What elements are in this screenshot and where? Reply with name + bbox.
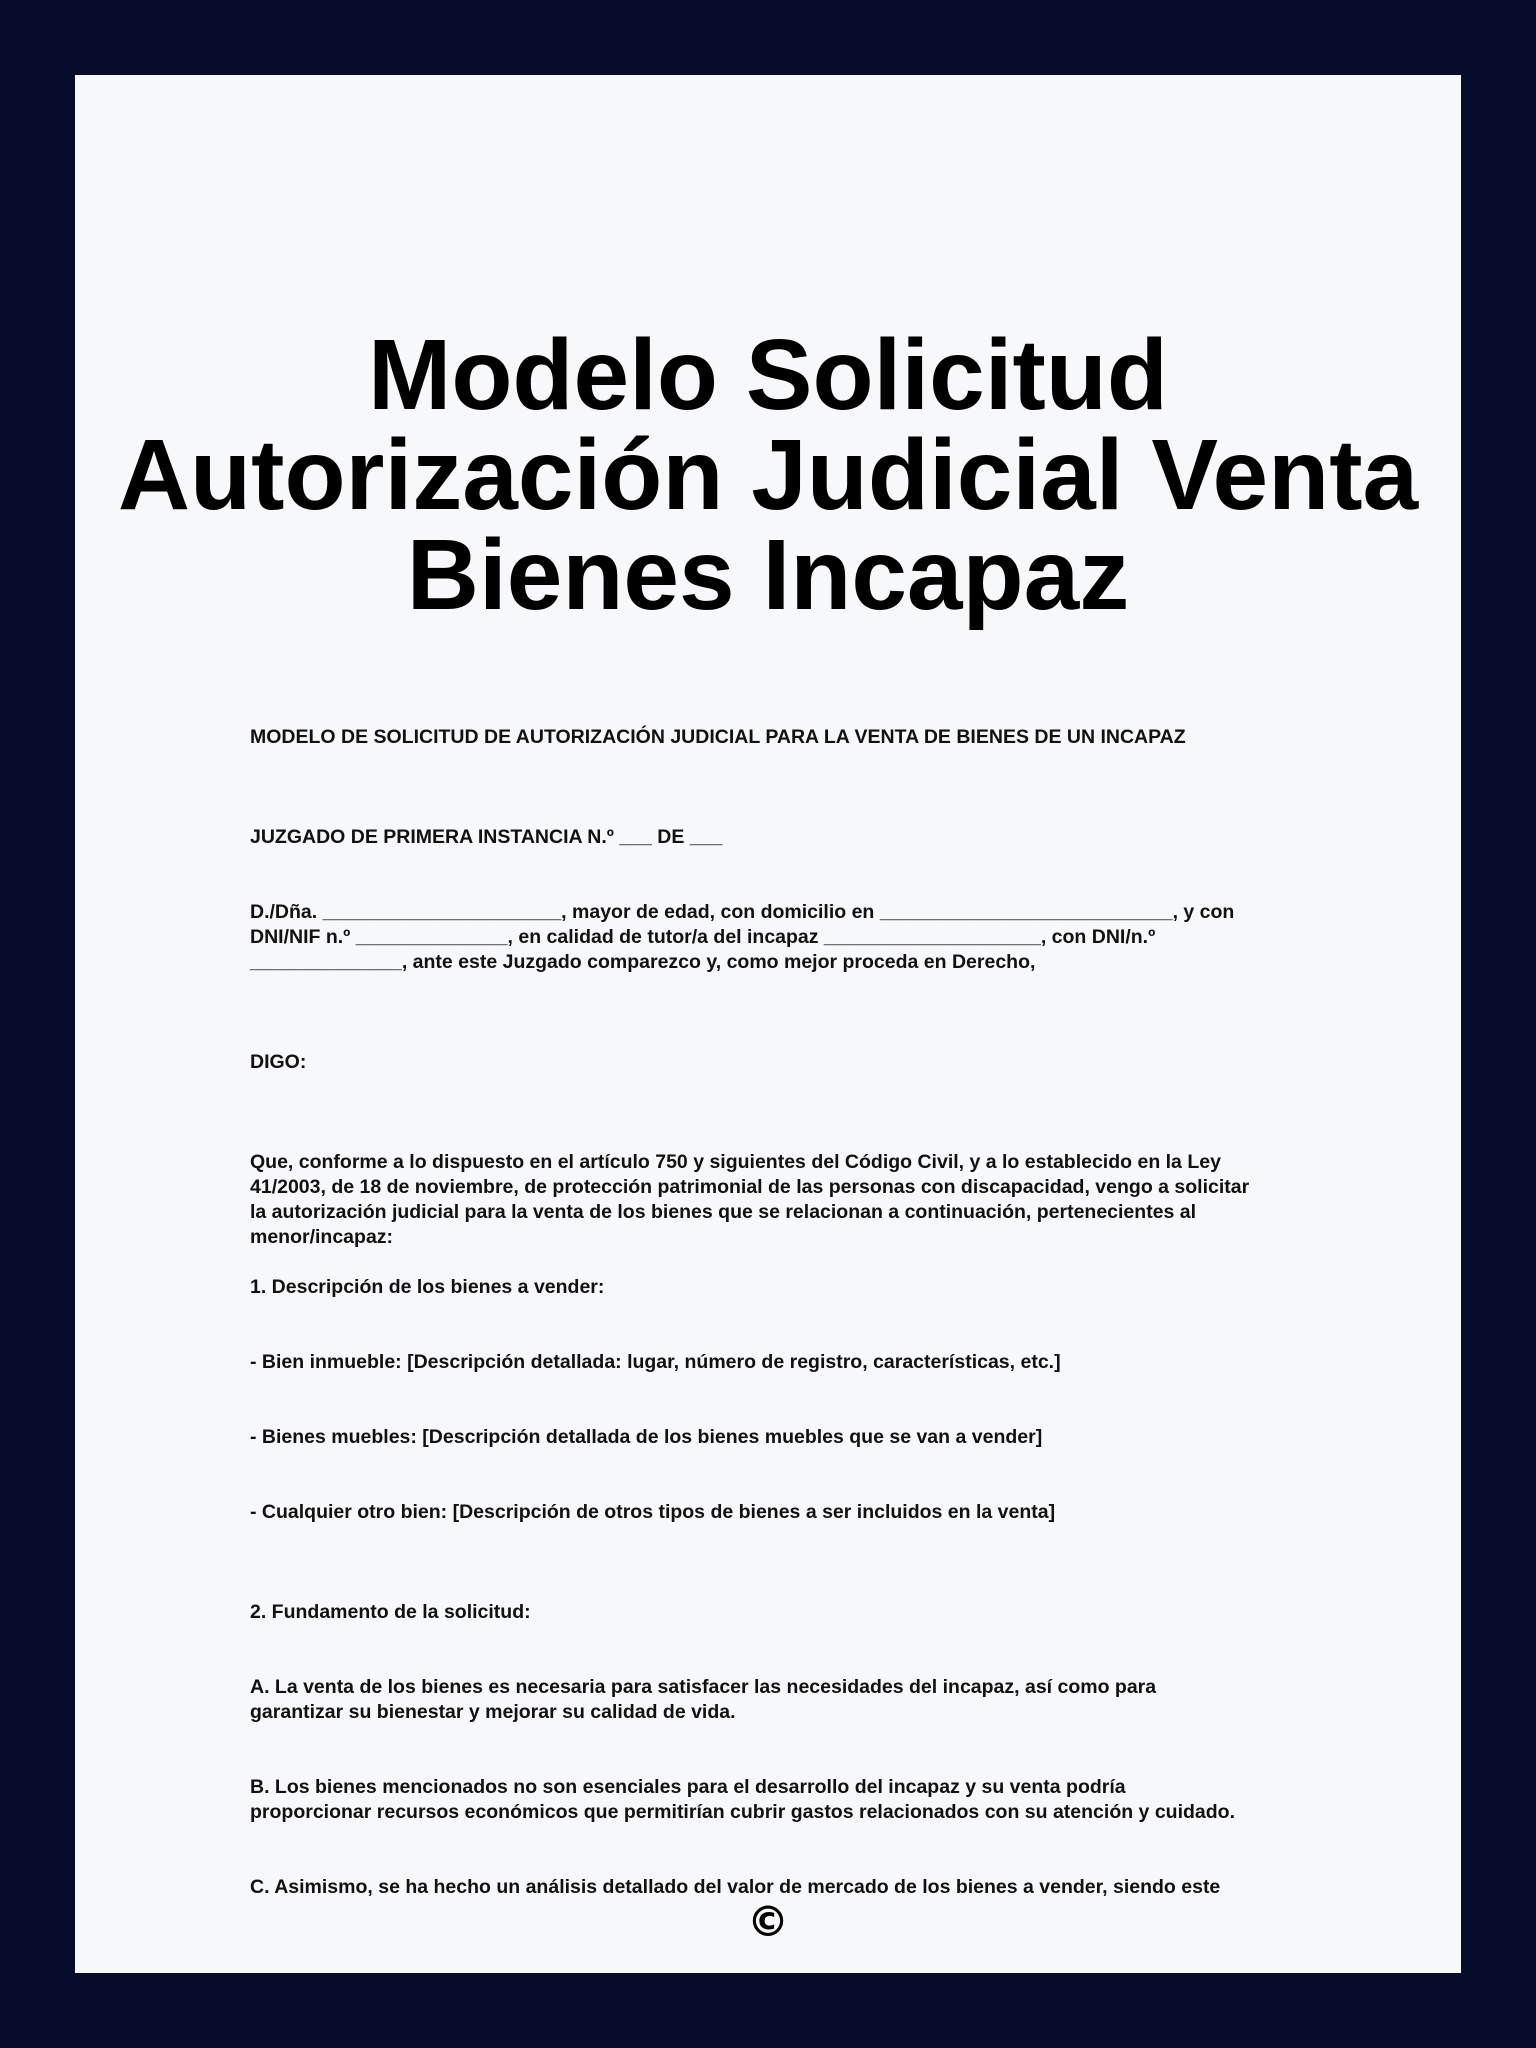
intro-line: ______________, ante este Juzgado comparezco y, como mejor proceda en Derecho, [250, 951, 1036, 973]
que-line: 41/2003, de 18 de noviembre, de protección patrimonial de las personas con discapacidad, vengo a solicitar [250, 1176, 1250, 1198]
point-a-line: garantizar su bienestar y mejorar su calidad de vida. [250, 1701, 736, 1723]
section-1-heading: 1. Descripción de los bienes a vender: [250, 1276, 605, 1298]
title-line: Bienes Incapaz [406, 519, 1130, 631]
que-line: la autorización judicial para la venta de los bienes que se relacionan a continuación, pertenecientes al [250, 1201, 1197, 1223]
title-line: Autorización Judicial Venta [117, 419, 1419, 531]
intro-line: DNI/NIF n.º ______________, en calidad de tutor/a del incapaz ____________________, con DNI/n.º [250, 926, 1156, 948]
point-a-line: A. La venta de los bienes es necesaria para satisfacer las necesidades del incapaz, así como para [250, 1676, 1157, 1698]
document-page [75, 75, 1461, 1973]
list-item-muebles: - Bienes muebles: [Descripción detallada de los bienes muebles que se van a vender] [250, 1426, 1043, 1448]
digo-heading: DIGO: [250, 1051, 307, 1073]
que-line: menor/incapaz: [250, 1226, 394, 1248]
list-item-inmueble: - Bien inmueble: [Descripción detallada: lugar, número de registro, características, etc.] [250, 1351, 1061, 1373]
point-c-line: C. Asimismo, se ha hecho un análisis detallado del valor de mercado de los bienes a vender, siendo este [250, 1876, 1221, 1898]
section-2-heading: 2. Fundamento de la solicitud: [250, 1601, 531, 1623]
title-line: Modelo Solicitud [368, 319, 1168, 431]
point-b-line: proporcionar recursos económicos que permitirían cubrir gastos relacionados con su atención y cuidado. [250, 1801, 1235, 1823]
list-item-otro: - Cualquier otro bien: [Descripción de otros tipos de bienes a ser incluidos en la venta] [250, 1501, 1056, 1523]
document-heading: MODELO DE SOLICITUD DE AUTORIZACIÓN JUDICIAL PARA LA VENTA DE BIENES DE UN INCAPAZ [250, 726, 1186, 748]
copyright-symbol: © [747, 1897, 789, 1946]
document-title [75, 319, 1461, 631]
point-b-line: B. Los bienes mencionados no son esenciales para el desarrollo del incapaz y su venta podría [250, 1776, 1126, 1798]
court-line: JUZGADO DE PRIMERA INSTANCIA N.º ___ DE ___ [250, 826, 723, 848]
que-line: Que, conforme a lo dispuesto en el artículo 750 y siguientes del Código Civil, y a lo establecido en la Ley [250, 1151, 1221, 1173]
intro-line: D./Dña. ______________________, mayor de edad, con domicilio en ___________________________, y con [250, 901, 1235, 923]
